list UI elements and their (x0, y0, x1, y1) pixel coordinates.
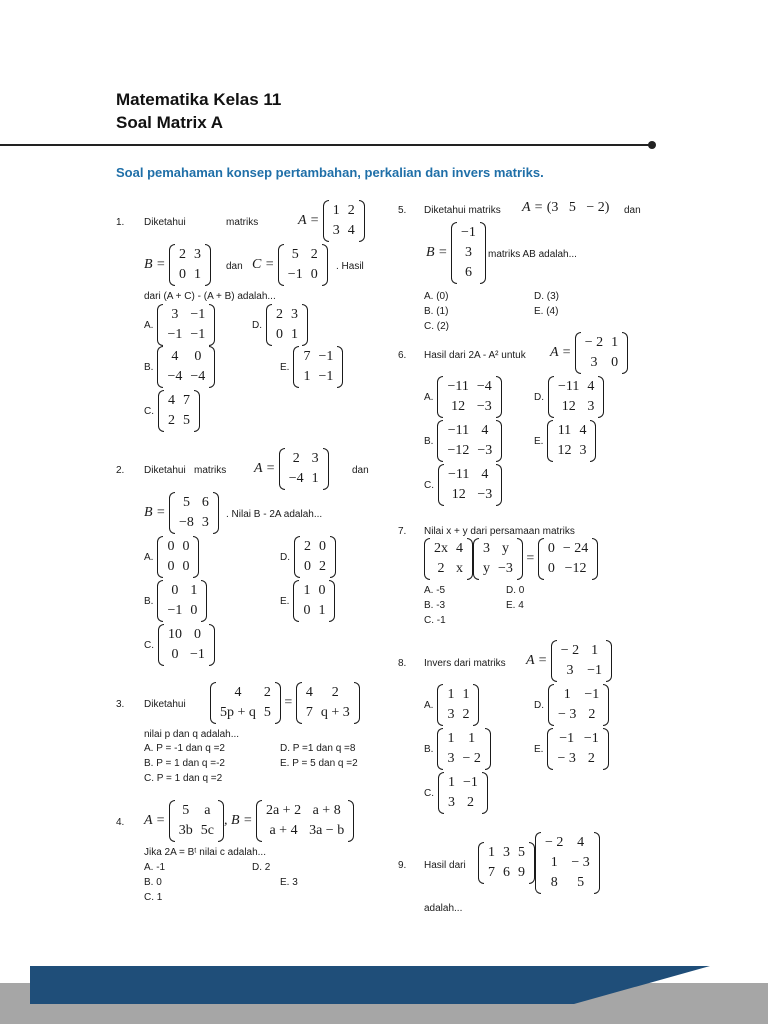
matrix-cell: 3 (566, 663, 574, 678)
option-letter: A. (144, 551, 154, 563)
q3-question: nilai p dan q adalah... (144, 729, 240, 740)
q4-option-a: A. -1 (144, 862, 166, 873)
matrix-cell: 4 (456, 541, 463, 556)
q7-number: 7. (398, 526, 407, 537)
matrix-cell: 0 (190, 603, 198, 618)
matrix-cell: −1 (584, 687, 600, 702)
matrix-cell: 4 (171, 349, 179, 364)
matrix-cell: 1 (462, 687, 470, 702)
matrix-cell: 0 (547, 541, 555, 556)
matrix-cell: a + 8 (312, 803, 341, 818)
matrix-cell: 0 (310, 267, 318, 282)
matrix-cell: −12 (447, 443, 470, 458)
q6-text: Hasil dari 2A - A² untuk (424, 350, 526, 361)
matrix-cell: 2 (331, 685, 339, 700)
matrix-cell: 1 (318, 603, 326, 618)
option-letter: E. (280, 361, 290, 373)
matrix (296, 682, 360, 724)
option-letter: D. (534, 699, 544, 711)
matrix-cell: 0 (319, 539, 326, 554)
q1-matrix-c: C = 5 2 −1 0 (252, 244, 328, 286)
option-letter: D. (252, 319, 262, 331)
matrix-cell: 4 (305, 685, 313, 700)
matrix-cell: x (456, 561, 463, 576)
matrix-cell: 4 (587, 379, 595, 394)
matrix-cell: 12 (451, 487, 466, 502)
q2-option-d (280, 536, 336, 578)
matrix-cell: 3 (194, 247, 201, 262)
matrix-cell: 3 (201, 515, 209, 530)
q2-dan: dan (352, 465, 369, 476)
matrix-cell: 10 (168, 627, 182, 642)
matrix-cell: −1 (587, 663, 603, 678)
matrix (438, 464, 502, 506)
section-subtitle: Soal pemahaman konsep pertambahan, perkalian dan invers matriks. (116, 165, 544, 180)
matrix-cell: − 3 (557, 751, 576, 766)
matrix-cell: −1 (190, 647, 205, 662)
q4-matrices: A = 5 a 3b 5c , B = 2a + 2 a + 8 a + 4 3a − b (144, 800, 354, 842)
matrix (293, 580, 335, 622)
matrix (279, 448, 329, 490)
matrix-cell: 1 (488, 845, 495, 860)
option-letter: E. (534, 743, 544, 755)
matrix-cell: 11 (557, 423, 572, 438)
matrix-cell: −4 (190, 369, 206, 384)
q1-diketahui: Diketahui (144, 217, 186, 228)
matrix-cell: 3 (503, 845, 510, 860)
q6-option-b (424, 420, 502, 462)
matrix-cell: −3 (477, 443, 493, 458)
header-divider (0, 144, 650, 146)
q6-option-d (534, 376, 604, 418)
matrix (548, 376, 604, 418)
matrix-cell: 2 (179, 247, 186, 262)
matrix-cell: 3 (311, 451, 319, 466)
matrix-cell: −4 (476, 379, 492, 394)
matrix (547, 728, 608, 770)
matrix-cell: −1 (167, 327, 183, 342)
matrix (437, 684, 479, 726)
q5-matrix-a: A = (3 5 − 2) (522, 200, 610, 215)
matrix-cell: 0 (167, 559, 175, 574)
q1-number: 1. (116, 217, 125, 228)
option-letter: D. (534, 391, 544, 403)
matrix-cell: 12 (451, 399, 466, 414)
q7-option-b: B. -3 (424, 600, 446, 611)
matrix-cell: y (501, 541, 509, 556)
option-letter: B. (144, 361, 154, 373)
q5-option-a: A. (0) (424, 291, 449, 302)
q6-matrix-a: A = − 2 1 3 0 (550, 332, 628, 374)
matrix (437, 728, 490, 770)
matrix-cell: 5 (577, 875, 585, 890)
matrix-cell: −4 (288, 471, 304, 486)
matrix (278, 244, 328, 286)
matrix-cell: 5 (183, 413, 190, 428)
matrix (438, 772, 488, 814)
matrix-cell: 2 (437, 561, 445, 576)
matrix-cell: −11 (447, 423, 470, 438)
matrix-cell: 1 (611, 335, 619, 350)
q8-option-c (424, 772, 488, 814)
matrix-cell: 9 (518, 865, 525, 880)
matrix-cell: 1 (303, 369, 311, 384)
matrix-cell: a (204, 803, 211, 818)
matrix-cell: 3 (171, 307, 179, 322)
q8-option-e (534, 728, 609, 770)
matrix-cell: 0 (171, 583, 179, 598)
matrix (424, 538, 473, 580)
q8-option-a (424, 684, 479, 726)
option-letter: D. (280, 551, 290, 563)
q5-dan: dan (624, 205, 641, 216)
matrix-cell: 5c (200, 823, 214, 838)
matrix (451, 222, 486, 284)
matrix (323, 200, 365, 242)
matrix (473, 538, 523, 580)
matrix-cell: 2 (587, 751, 595, 766)
q8-option-b (424, 728, 491, 770)
matrix-cell: 4 (234, 685, 242, 700)
matrix-cell: 2 (292, 451, 300, 466)
matrix (158, 390, 200, 432)
q4-question: Jika 2A = Bᵗ nilai c adalah... (144, 847, 266, 858)
course-title: Matematika Kelas 11 (116, 90, 282, 109)
matrix-cell: 2 (310, 247, 318, 262)
matrix-cell: −11 (448, 467, 470, 482)
matrix-cell: 5 (182, 803, 190, 818)
option-letter: A. (424, 699, 434, 711)
q8-matrix-a: A = − 2 1 3 −1 (526, 640, 612, 682)
matrix (158, 624, 215, 666)
matrix-cell: 4 (579, 423, 587, 438)
q3-text: Diketahui (144, 699, 186, 710)
matrix-cell: 3b (178, 823, 193, 838)
matrix-cell: 3 (447, 751, 455, 766)
matrix-cell: q + 3 (320, 705, 350, 720)
matrix-cell: − 24 (562, 541, 589, 556)
matrix-cell: −1 (583, 731, 599, 746)
matrix-cell: 0 (304, 559, 311, 574)
matrix-cell: − 2 (545, 835, 564, 850)
q2-question: . Nilai B - 2A adalah... (226, 509, 323, 520)
matrix-cell: 0 (194, 349, 202, 364)
q1-option-a (144, 304, 215, 346)
matrix-cell: −1 (167, 603, 183, 618)
matrix-cell: −3 (498, 561, 513, 576)
matrix-cell: 8 (550, 875, 558, 890)
matrix-cell: 0 (193, 627, 201, 642)
matrix (256, 800, 354, 842)
matrix-cell: 1 (303, 583, 311, 598)
q8-text: Invers dari matriks (424, 658, 506, 669)
option-letter: C. (144, 405, 154, 417)
q3-number: 3. (116, 699, 125, 710)
matrix-cell: 1 (550, 855, 558, 870)
q8-option-d (534, 684, 609, 726)
matrix-cell: 5 (291, 247, 299, 262)
matrix-cell: 0 (276, 327, 283, 342)
document-header (116, 88, 281, 134)
q5-option-e: E. (4) (534, 306, 559, 317)
matrix-cell: 3 (447, 707, 455, 722)
q9-question: adalah... (424, 903, 463, 914)
matrix-cell: 0 (611, 355, 619, 370)
matrix-cell: − 2 (462, 751, 481, 766)
matrix (169, 800, 224, 842)
q6-option-e (534, 420, 596, 462)
matrix-cell: 3 (587, 399, 595, 414)
matrix (437, 420, 502, 462)
matrix-cell: 3 (590, 355, 598, 370)
matrix (293, 346, 343, 388)
matrix-cell: 2 (168, 413, 175, 428)
q7-option-a: A. -5 (424, 585, 446, 596)
q8-number: 8. (398, 658, 407, 669)
option-letter: B. (424, 743, 434, 755)
matrix-cell: −1 (190, 307, 206, 322)
matrix-cell: −11 (447, 379, 469, 394)
q1-option-c (144, 390, 200, 432)
matrix-cell: 2 (588, 707, 596, 722)
matrix-cell: 6 (464, 265, 472, 280)
matrix-cell: 4 (577, 835, 585, 850)
option-letter: A. (144, 319, 154, 331)
matrix-cell: 5 (263, 705, 271, 720)
matrix-cell: 0 (303, 603, 311, 618)
matrix (547, 420, 596, 462)
matrix-cell: 4 (347, 223, 355, 238)
matrix (157, 580, 207, 622)
matrix-cell: 5 (518, 845, 525, 860)
q3-option-d: D. P =1 dan q =8 (280, 743, 356, 754)
matrix-cell: 4 (481, 467, 489, 482)
matrix-cell: 1 (591, 643, 599, 658)
q4-option-d: D. 2 (252, 862, 271, 873)
matrix-cell: 2 (347, 203, 355, 218)
matrix-cell: 6 (503, 865, 510, 880)
matrix-cell: 12 (561, 399, 576, 414)
q9-product (478, 832, 600, 894)
q6-option-a (424, 376, 502, 418)
matrix-cell: 1 (194, 267, 201, 282)
q3-option-e: E. P = 5 dan q =2 (280, 758, 358, 769)
q9-number: 9. (398, 860, 407, 871)
matrix-cell: 1 (311, 471, 319, 486)
q7-text: Nilai x + y dari persamaan matriks (424, 526, 575, 537)
matrix-cell: 3 (332, 223, 340, 238)
matrix-cell: 2 (466, 795, 474, 810)
matrix-cell: −1 (318, 349, 334, 364)
matrix-cell: − 3 (571, 855, 590, 870)
q4-option-b: B. 0 (144, 877, 162, 888)
matrix-cell: −3 (477, 487, 493, 502)
matrix-cell: −1 (463, 775, 478, 790)
matrix (437, 376, 501, 418)
q1-option-d (252, 304, 308, 346)
matrix-cell: 3 (448, 795, 455, 810)
q5-number: 5. (398, 205, 407, 216)
matrix (157, 304, 215, 346)
matrix-cell: 2 (462, 707, 470, 722)
matrix-cell: 6 (201, 495, 209, 510)
matrix-cell: −11 (558, 379, 580, 394)
matrix-cell: − 2 (584, 335, 604, 350)
matrix-cell: −1 (461, 225, 476, 240)
matrix-cell: 4 (168, 393, 175, 408)
q9-text: Hasil dari (424, 860, 466, 871)
q5-question: matriks AB adalah... (488, 249, 577, 260)
q4-option-e: E. 3 (280, 877, 298, 888)
q7-equation: 2x 4 2 x 3 y y −3 = 0 − 24 0 −12 (424, 538, 598, 580)
matrix-cell: 0 (171, 647, 179, 662)
matrix-cell: 4 (481, 423, 489, 438)
matrix-cell: 1 (332, 203, 340, 218)
matrix-cell: a + 4 (269, 823, 298, 838)
matrix-cell: 1 (190, 583, 198, 598)
matrix-cell: 1 (447, 731, 455, 746)
option-letter: C. (424, 787, 434, 799)
matrix (157, 346, 215, 388)
matrix-cell: y (483, 561, 490, 576)
q2-text: Diketahui matriks (144, 465, 227, 476)
matrix-cell: 2a + 2 (265, 803, 302, 818)
option-letter: B. (144, 595, 154, 607)
matrix (157, 536, 199, 578)
matrix (210, 682, 281, 724)
q1-matrix-b: B = 2 3 0 1 (144, 244, 211, 286)
matrix (535, 832, 600, 894)
matrix-cell: 3a − b (309, 823, 345, 838)
q4-option-c: C. 1 (144, 892, 163, 903)
matrix (548, 684, 609, 726)
q1-option-e (280, 346, 343, 388)
q5-option-c: C. (2) (424, 321, 449, 332)
matrix-cell: 0 (167, 539, 175, 554)
matrix-cell: 2x (434, 541, 448, 556)
matrix-cell: 2 (263, 685, 271, 700)
q5-text: Diketahui matriks (424, 205, 501, 216)
matrix-cell: 3 (464, 245, 472, 260)
option-letter: E. (534, 435, 544, 447)
q2-matrix-b: B = 5 6 −8 3 (144, 492, 219, 534)
q3-option-a: A. P = -1 dan q =2 (144, 743, 225, 754)
matrix-cell: 1 (447, 687, 455, 702)
matrix-cell: 1 (291, 327, 298, 342)
matrix-cell: 5 (182, 495, 190, 510)
matrix-cell: 3 (291, 307, 298, 322)
matrix-cell: 1 (563, 687, 571, 702)
q6-number: 6. (398, 350, 407, 361)
matrix-cell: 7 (488, 865, 495, 880)
matrix-cell: 1 (468, 731, 476, 746)
option-letter: E. (280, 595, 290, 607)
matrix-cell: 3 (483, 541, 490, 556)
q1-matriks: matriks (226, 217, 259, 228)
matrix (538, 538, 598, 580)
matrix-cell: −3 (476, 399, 492, 414)
option-letter: A. (424, 391, 434, 403)
matrix-cell: 7 (183, 393, 190, 408)
q1-matrix-a: A = 1 2 3 4 (298, 200, 365, 242)
q2-option-a (144, 536, 199, 578)
q7-option-d: D. 0 (506, 585, 525, 596)
matrix (478, 842, 535, 884)
q2-option-c (144, 624, 215, 666)
matrix-cell: 0 (182, 559, 190, 574)
matrix-cell: −1 (318, 369, 334, 384)
matrix-cell: 1 (448, 775, 455, 790)
matrix-cell: −8 (179, 515, 194, 530)
matrix-cell: 3 (579, 443, 587, 458)
q5-matrix-b: B = −1 3 6 (426, 222, 486, 284)
q3-option-c: C. P = 1 dan q =2 (144, 773, 223, 784)
q1-question: dari (A + C) - (A + B) adalah... (144, 291, 276, 302)
option-letter: B. (424, 435, 434, 447)
matrix-cell: −1 (559, 731, 575, 746)
matrix (294, 536, 336, 578)
divider-dot (648, 141, 656, 149)
matrix-cell: 2 (276, 307, 283, 322)
q2-number: 2. (116, 465, 125, 476)
matrix-cell: 0 (547, 561, 555, 576)
matrix-cell: 0 (179, 267, 186, 282)
q3-equation: 4 2 5p + q 5 = 4 2 7 q + 3 (210, 682, 360, 724)
option-letter: C. (424, 479, 434, 491)
q1-hasil: . Hasil (336, 261, 364, 272)
matrix (266, 304, 308, 346)
q2-matrix-a: A = 2 3 −4 1 (254, 448, 329, 490)
matrix-cell: 0 (182, 539, 190, 554)
q7-option-e: E. 4 (506, 600, 524, 611)
matrix-cell: 7 (305, 705, 313, 720)
matrix-cell: 2 (304, 539, 311, 554)
q1-dan: dan (226, 261, 243, 272)
matrix (551, 640, 612, 682)
matrix (169, 244, 211, 286)
q5-option-b: B. (1) (424, 306, 449, 317)
matrix-cell: 12 (557, 443, 572, 458)
q4-number: 4. (116, 817, 125, 828)
matrix-cell: 2 (319, 559, 326, 574)
matrix-cell: 5p + q (220, 705, 256, 720)
matrix-cell: − 3 (558, 707, 577, 722)
matrix-cell: −4 (167, 369, 183, 384)
option-letter: C. (144, 639, 154, 651)
q5-option-d: D. (3) (534, 291, 559, 302)
matrix-cell: − 2 (560, 643, 580, 658)
matrix-cell: −12 (564, 561, 587, 576)
matrix-cell: −1 (190, 327, 206, 342)
q2-option-b (144, 580, 207, 622)
worksheet-title: Soal Matrix A (116, 113, 224, 132)
q2-option-e (280, 580, 335, 622)
q6-option-c (424, 464, 502, 506)
matrix-cell: −1 (287, 267, 303, 282)
q1-option-b (144, 346, 215, 388)
matrix (575, 332, 628, 374)
q7-option-c: C. -1 (424, 615, 446, 626)
q3-option-b: B. P = 1 dan q =-2 (144, 758, 225, 769)
matrix (169, 492, 219, 534)
matrix-cell: 7 (303, 349, 311, 364)
matrix-cell: 0 (318, 583, 326, 598)
